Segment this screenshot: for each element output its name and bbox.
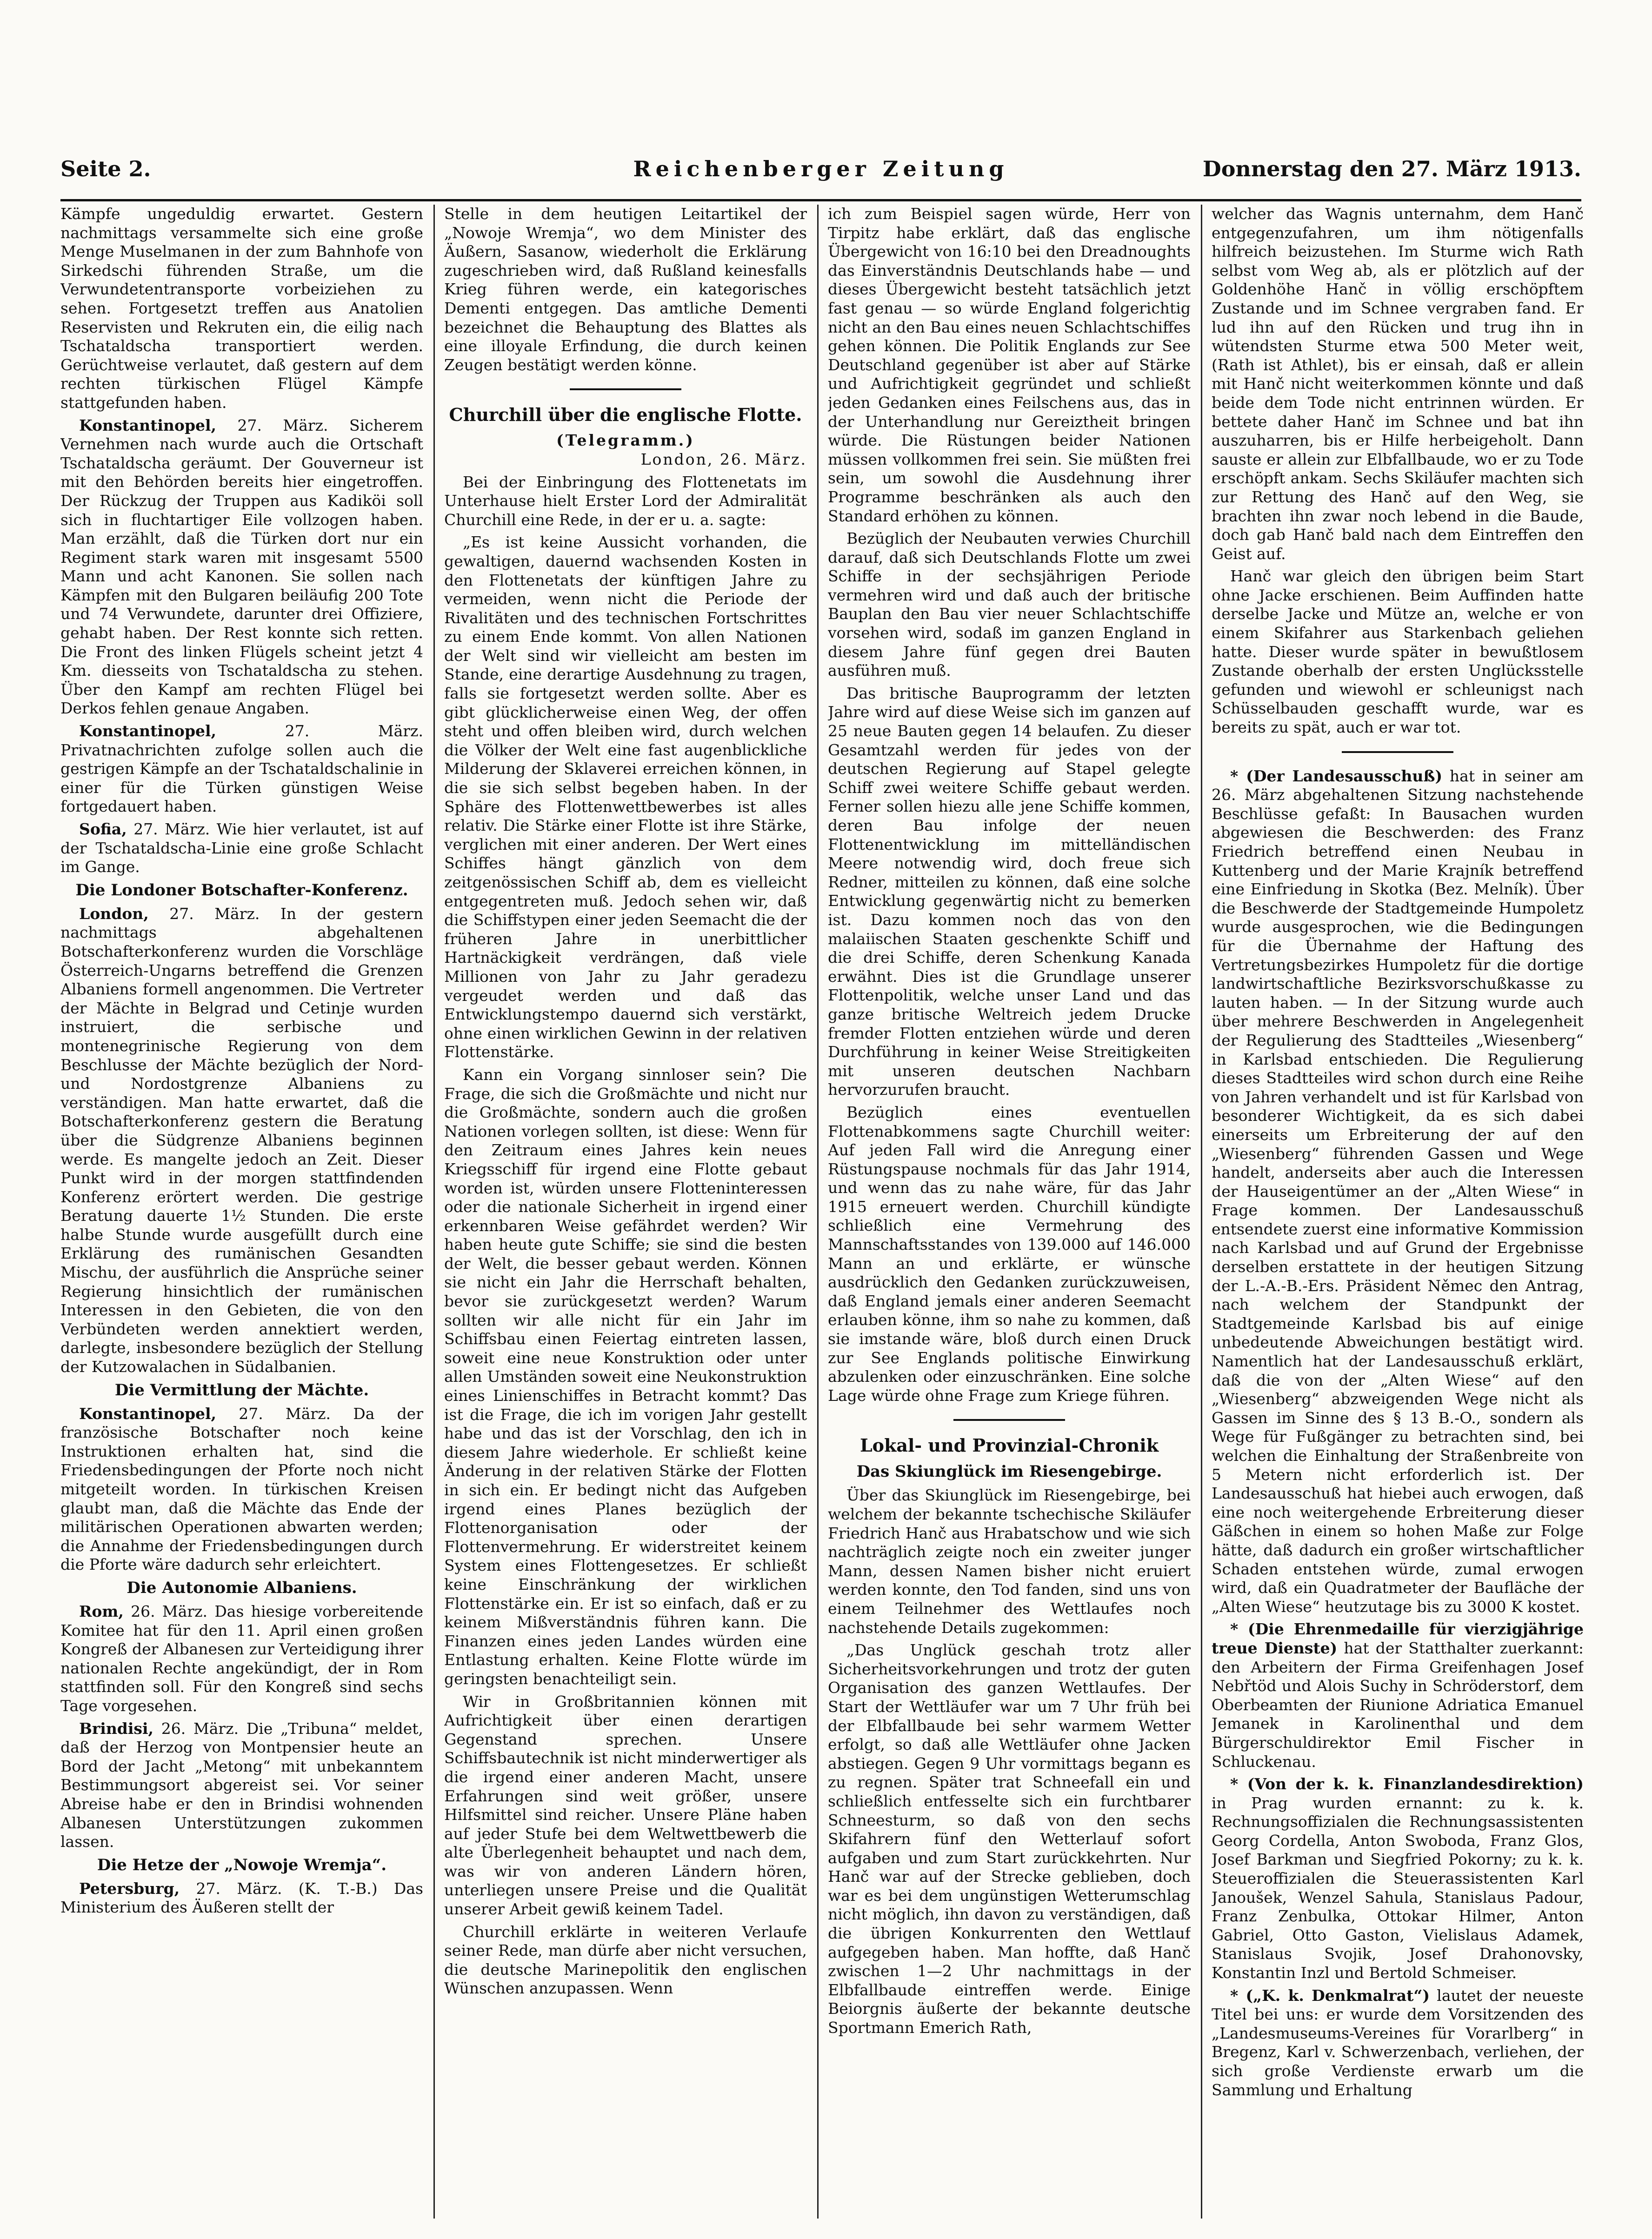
article-paragraph [60, 1405, 423, 1574]
article-paragraph [60, 1719, 423, 1852]
paragraph-text: 26. März. Das hiesige vorbereitende Komitee hat für den 11. April einen großen Kongreß der Albanesen zur Verteidigung ihrer nationalen Rechte angekündigt, der in Rom stattfinden soll. Für den Kongreß sind sechs Tage vorgesehen. [60, 1602, 423, 1715]
paragraph-text: Bei der Einbringung des Flottenetats im Unterhause hielt Erster Lord der Admiralität Churchill eine Rede, in der er u. a. sagte: [444, 473, 807, 529]
article-paragraph [60, 416, 423, 719]
paragraph-text: 27. März. In der gestern nachmittags abgehaltenen Botschafterkonferenz wurden die Vorschläge Österreich-Ungarns betreffend die Grenzen Albaniens formell angenommen. Die Vertreter der Mächte in Belgrad und Cetinje wurden instruiert, die serbische und montenegrinische Regierung von dem Beschlusse der Mächte bezüglich der Nord- und Nordostgrenze Albaniens zu verständigen. Man hatte erwartet, daß die Botschafterkonferenz gestern die Beratung über die Südgrenze Albaniens beginnen werde. Es mangelte jedoch an Zeit. Dieser Punkt wird in der morgen stattfindenden Konferenz erörtert werden. Die gestrige Beratung dauerte 1½ Stunden. Die erste halbe Stunde wurde ausgefüllt durch eine Erklärung des rumänischen Gesandten Mischu, der ausführlich die Ansprüche seiner Regierung hinsichtlich der rumänischen Interessen in den Gebieten, die von den Verbündeten werden annektiert werden, darlegte, insbesondere bezüglich der Stellung der Kutzowalachen in Südalbanien. [60, 904, 423, 1376]
paragraph-text: Über das Skiunglück im Riesengebirge, bei welchem der bekannte tschechische Skiläufer Friedrich Hanč aus Hrabatschow und wie sich nachträglich zeigte noch ein zweiter junger Mann, dessen Namen bisher nicht eruiert werden konnte, den Tod fanden, sind uns von einem Teilnehmer des Wettlaufes noch nachstehende Details zugekommen: [828, 1486, 1191, 1637]
article-paragraph [444, 205, 807, 374]
article-paragraph [444, 1693, 807, 1919]
paragraph-lead: Petersburg, [79, 1879, 180, 1898]
paragraph-text: welcher das Wagnis unternahm, dem Hanč entgegenzufahren, um ihm nötigenfalls hilfreich beizustehen. Im Sturme wich Rath selbst vom Weg ab, als er plötzlich auf der Goldenhöhe Hanč in völlig erschöpftem Zustande und im Schnee vergraben fand. Er lud ihn auf den Rücken und trug ihn in wütendsten Sturme etwa 500 Meter weit, (Rath ist Athlet), bis er einsah, daß er allein mit Hanč nicht weiterkommen könnte und daß beide dem Tode nicht entrinnen würden. Er bettete daher Hanč im Schnee und bat ihn auszuharren, bis er Hilfe herbeigeholt. Dann sauste er allein zur Elbfallbaude, wo er zu Tode erschöpft ankam. Sechs Skiläufer machten sich zur Rettung des Hanč auf den Weg, sie brachten ihn zwar noch lebend in die Baude, doch gab Hanč bald nach dem Eintreffen den Geist auf. [1212, 205, 1584, 563]
article-paragraph [60, 905, 423, 1377]
paragraph-lead: * (Von der k. k. Finanzlandesdirektion) [1230, 1775, 1584, 1793]
paragraph-text: Kämpfe ungeduldig erwartet. Gestern nachmittags versammelte sich eine große Menge Muselmanen in der zum Bahnhofe von Sirkedschi führenden Straße, um die Verwundetentransporte vorbeiziehen zu sehen. Fortgesetzt treffen aus Anatolien Reservisten und Rekruten ein, die eilig nach Tschataldscha transportiert werden. Gerüchtweise verlautet, daß gestern auf dem rechten türkischen Flügel Kämpfe stattgefunden haben. [60, 205, 423, 412]
article-paragraph [828, 1103, 1191, 1406]
article-paragraph [1212, 1620, 1584, 1771]
section-heading: Lokal- und Provinzial-Chronik [859, 1435, 1159, 1456]
article-paragraph [828, 1641, 1191, 2037]
article-paragraph [444, 1923, 807, 1998]
article-paragraph [444, 533, 807, 1062]
paragraph-text: ich zum Beispiel sagen würde, Herr von Tirpitz habe erklärt, daß das englische Übergewicht von 16:10 bei den Dreadnoughts das Einverständnis Deutschlands habe — und dieses Übergewicht besteht tatsächlich jetzt fast genau — so würde England folgerichtig nicht an den Bau eines neuen Schlachtschiffes gehen können. Die Politik Englands zur See Deutschland gegenüber ist aber auf Stärke und Aufrichtigkeit gegründet und schließt jeden Gedanken eines Feilschens aus, das in der Unterhandlung nur Gereiztheit bringen würde. Die Rüstungen beider Nationen müssen vollkommen frei sein. Sie müßten frei sein, um sowohl die Ausdehnung ihrer Programme beschränken als auch den Standard erhöhen zu können. [828, 205, 1191, 525]
paragraph-lead: London, [79, 904, 149, 923]
article-paragraph [444, 1066, 807, 1689]
paragraph-text: 26. März. Die „Tribuna“ meldet, daß der Herzog von Montpensier heute an Bord der Jacht „Metong“ mit unbekanntem Bestimmungsort abgereist sei. Vor seiner Abreise habe er den in Brindisi wohnenden Albanesen Unterstützungen zukommen lassen. [60, 1719, 423, 1851]
paragraph-text: „Das Unglück geschah trotz aller Sicherheitsvorkehrungen und trotz der guten Organisation des ganzen Wettlaufes. Der Start der Wettläufer war um 7 Uhr früh bei der Elbfallbaude bei sehr warmem Wetter erfolgt, so daß alle Wettläufer ohne Jacken abstiegen. Gegen 9 Uhr vormittags begann es zu regnen. Später trat Schneefall ein und schließlich entfesselte sich ein furchtbarer Schneesturm, so daß von den sechs Skifahrern fünf den Wetterlauf sofort aufgaben und zum Start zurückkehrten. Nur Hanč war auf der Strecke geblieben, doch war es bei dem ungünstigen Wetterumschlag nicht möglich, ihn davon zu verständigen, daß die übrigen Konkurrenten den Wettlauf aufgegeben haben. Man hoffte, daß Hanč zwischen 1—2 Uhr nachmittags in der Elbfallbaude eintreffen werde. Einige Beiorgnis äußerte der bekannte deutsche Sportmann Emerich Rath, [828, 1641, 1191, 2037]
article-paragraph [1212, 1986, 1584, 2100]
column-3 [828, 205, 1191, 2219]
column-divider [1201, 205, 1202, 2219]
article-paragraph [828, 1486, 1191, 1637]
article-heading: Die Autonomie Albaniens. [127, 1578, 357, 1597]
column-4 [1212, 205, 1584, 2219]
column-1 [60, 205, 423, 2219]
article-paragraph [1212, 767, 1584, 1617]
section-separator [1342, 751, 1453, 753]
article-paragraph [828, 529, 1191, 680]
article-subheading: (Telegramm.) [556, 431, 695, 450]
article-paragraph [1212, 205, 1584, 563]
section-separator [570, 388, 681, 390]
paragraph-lead: * (Der Landesausschuß) [1230, 766, 1443, 785]
paragraph-lead: * (Die Ehrenmedaille für vierzigjährige treue Dienste) [1212, 1620, 1584, 1657]
article-paragraph [60, 722, 423, 816]
paragraph-text: Hanč war gleich den übrigen beim Start ohne Jacke erschienen. Beim Auffinden hatte derselbe Jacke und Mütze an, welche er von einem Skifahrer aus Starkenbach geliehen hatte. Dieser wurde später in bewußtlosem Zustande oberhalb der ersten Unglücksstelle gefunden und wiewohl er schleunigst nach Schüsselbauden geschafft wurde, war es bereits zu spät, auch er war tot. [1212, 567, 1584, 737]
article-paragraph [828, 684, 1191, 1100]
paragraph-text: 27. März. Da der französische Botschafter noch keine Instruktionen erhalten hat, sind die Friedensbedingungen der Pforte noch nicht mitgeteilt worden. In türkischen Kreisen glaubt man, daß die Mächte das Ende der militärischen Operationen abwarten werden; die Annahme der Friedensbedingungen durch die Pforte wäre dadurch sehr erleichtert. [60, 1404, 423, 1574]
article-paragraph [60, 205, 423, 413]
paragraph-text: Churchill erklärte in weiteren Verlaufe seiner Rede, man dürfe aber nicht versuchen, die deutsche Marinepolitik den englischen Wünschen anzupassen. Wenn [444, 1922, 807, 1998]
paragraph-text: hat in seiner am 26. März abgehaltenen Sitzung nachstehende Beschlüsse gefaßt: In Bausachen wurden abgewiesen die Beschwerden: des Franz Friedrich betreffend einen Neubau in Kuttenberg und der Marie Krajník betreffend eine Einfriedung in Skotka (Bez. Melník). Über die Beschwerde der Stadtgemeinde Humpoletz wurde ausgesprochen, wie die Bedingungen für die Übernahme der Haftung des Vertretungsbezirkes Humpoletz für die dortige landwirtschaftliche Bezirksvorschußkasse zu lauten haben. — In der Sitzung wurde auch über mehrere Beschwerden in Angelegenheit der Regulierung des Stadtteiles „Wiesenberg“ in Karlsbad entschieden. Die Regulierung dieses Stadtteiles wird schon durch eine Reihe von Jahren verhandelt und ist für Karlsbad von besonderer Wichtigkeit, da es sich dabei einerseits um Erbreiterung der auf den „Wiesenberg“ führenden Gassen und Wege handelt, anderseits aber auch die Interessen der Hauseigentümer an der „Alten Wiese“ in Frage kommen. Der Landesausschuß entsendete zuerst eine informative Kommission nach Karlsbad und auf Grund der Ergebnisse derselben erstattete in der heutigen Sitzung der L.-A.-B.-Ers. Präsident Němec den Antrag, nach welchem der Standpunkt der Stadtgemeinde Karlsbad bis auf einige unbedeutende Abweichungen bestätigt wird. Namentlich hat der Landesausschuß erklärt, daß die von der „Alten Wiese“ auf den „Wiesenberg“ abzweigenden Wege nicht als Gassen im Sinne des § 13 B.-O., sondern als Wege für Fußgänger zu betrachten sind, bei welchen die Einhaltung der Straßenbreite von 5 Metern nicht erforderlich ist. Der Landesausschuß hat hiebei auch erwogen, daß eine noch weitergehende Erbreiterung dieser Gäßchen in einem so hohen Maße zur Folge hätte, daß dadurch ein großer wirtschaftlicher Schaden entstehen würde, zumal erwogen wird, daß ein Quadratmeter der Baufläche der „Alten Wiese“ heutzutage bis zu 3000 K kostet. [1212, 766, 1584, 1616]
paragraph-text: 27. März. (K. T.-B.) Das Ministerium des Äußeren stellt der [60, 1879, 423, 1917]
article-paragraph [60, 1879, 423, 1917]
article-dateline: London, 26. März. [640, 450, 807, 468]
paragraph-lead: Konstantinopel, [79, 416, 217, 434]
column-2 [444, 205, 807, 2219]
article-paragraph [1212, 567, 1584, 737]
column-divider [433, 205, 435, 2219]
column-divider [817, 205, 819, 2219]
paragraph-text: „Es ist keine Aussicht vorhanden, die gewaltigen, dauernd wachsenden Kosten in den Flottenetats der künftigen Jahre zu vermeiden, wenn nicht die Periode der Rivalitäten und des technischen Fortschrittes zu einem Ende kommt. Von allen Nationen der Welt sind wir vielleicht am besten im Stande, eine derartige Ausdehnung zu tragen, falls sie fortgesetzt werden sollte. Aber es gibt glücklicherweise einen Weg, der offen steht und offen bleiben wird, durch welchen die Völker der Welt eine fast augenblickliche Milderung der Sklaverei erreichen können, in die sie sich selbst begeben haben. In der Sphäre des Flottenwettbewerbes ist alles relativ. Die Stärke einer Flotte ist ihre Stärke, verglichen mit einer anderen. Der Wert eines Schiffes hängt gänzlich von dem zeitgenössischen Schiff ab, dem es vielleicht entgegentreten muß. Jedoch sehen wir, daß die Schiffstypen einer jeden Seemacht die der früheren Jahre in unerbittlicher Hartnäckigkeit verdrängen, daß viele Millionen von Jahr zu Jahr geradezu vergeudet werden und daß das Entwicklungstempo dauernd sich verstärkt, ohne einen wirklichen Gewinn in der relativen Flottenstärke. [444, 533, 807, 1061]
paragraph-text: 27. März. Wie hier verlautet, ist auf der Tschataldscha-Linie eine große Schlacht im Gange. [60, 820, 423, 876]
article-heading: Das Skiunglück im Riesengebirge. [856, 1462, 1162, 1481]
paragraph-text: lautet der neueste Titel bei uns: er wurde dem Vorsitzenden des „Landesmuseums-Vereines für Vorarlberg“ in Bregenz, Karl v. Schwerzenbach, verliehen, der sich große Verdienste erwarb um die Sammlung und Erhaltung [1212, 1986, 1584, 2099]
paragraph-lead: Brindisi, [79, 1719, 154, 1738]
newspaper-title: Reichenberger Zeitung [633, 156, 1009, 181]
paragraph-lead: Rom, [79, 1602, 124, 1620]
section-heading: Churchill über die englische Flotte. [449, 404, 802, 426]
paragraph-lead: Sofia, [79, 820, 127, 838]
article-heading: Die Londoner Botschafter-Konferenz. [75, 880, 408, 900]
page-header [60, 148, 1581, 201]
article-heading: Die Vermittlung der Mächte. [114, 1380, 369, 1399]
article-paragraph [444, 473, 807, 530]
article-paragraph [60, 820, 423, 877]
paragraph-text: 27. März. Privatnachrichten zufolge sollen auch die gestrigen Kämpfe an der Tschataldschalinie in einer für die Türken günstigen Weise fortgedauert haben. [60, 722, 423, 816]
paragraph-text: Das britische Bauprogramm der letzten Jahre wird auf diese Weise sich im ganzen auf 25 neue Bauten gegen 14 belaufen. Zu dieser Gesamtzahl werden für jedes von der deutschen Regierung auf Stapel gelegte Schiff zwei weitere Schiffe gebaut werden. Ferner sollen hiezu alle jene Schiffe kommen, deren Bau infolge der neuen Flottenentwicklung im mittelländischen Meere notwendig wird, doch freue sich Redner, mitteilen zu können, daß eine solche Entwicklung gegenwärtig nicht zu bemerken ist. Dazu kommen noch das von den malaiischen Staaten geschenkte Schiff und die drei Schiffe, deren Schenkung Kanada erwähnt. Dies ist die Grundlage unserer Flottenpolitik, welche unser Land und das ganze britische Weltreich jedem Drucke fremder Flotten entziehen würde und deren Durchführung in keiner Weise Streitigkeiten mit unseren deutschen Nachbarn hervorzurufen braucht. [828, 684, 1191, 1099]
paragraph-lead: * („K. k. Denkmalrat“) [1230, 1986, 1430, 2005]
article-paragraph [828, 205, 1191, 526]
paragraph-text: Bezüglich der Neubauten verwies Churchill darauf, daß sich Deutschlands Flotte um zwei Schiffe in der sechsjährigen Periode vermehren wird und daß auch der britische Bauplan den Bau vier neuer Schlachtschiffe vorsehen wird, sodaß im ganzen England in diesem Jahre fünf gegen drei Bauten ausführen muß. [828, 529, 1191, 680]
section-separator [953, 1419, 1065, 1421]
paragraph-lead: Konstantinopel, [79, 1404, 217, 1423]
article-paragraph [1212, 1775, 1584, 1983]
paragraph-text: in Prag wurden ernannt: zu k. k. Rechnungsoffizialen die Rechnungsassistenten Georg Cordella, Anton Swoboda, Franz Glos, Josef Barkman und Siegfried Pokorny; zu k. k. Steueroffizialen die Steuerassistenten Karl Janoušek, Wenzel Sahula, Stanislaus Padour, Franz Zenbulka, Ottokar Hilmer, Anton Gabriel, Otto Gaston, Vielislaus Adamek, Stanislaus Svojik, Josef Drahonovsky, Konstantin Inzl und Bertold Schmeiser. [1212, 1793, 1584, 1982]
page-number: Seite 2. [60, 156, 151, 181]
article-paragraph [60, 1602, 423, 1716]
paragraph-text: Wir in Großbritannien können mit Aufrichtigkeit über einen derartigen Gegenstand sprechen. Unsere Schiffsbautechnik ist nicht minderwertiger als die irgend einer anderen Macht, unsere Erfahrungen sind weit größer, unsere Hilfsmittel sind reicher. Unsere Pläne haben auf jeder Stufe bei dem Weltwettbewerb die alte Überlegenheit behauptet und nach dem, was wir von anderen Ländern hören, unterliegen unsere Preise und die Qualität unserer Arbeit gewiß keinem Tadel. [444, 1692, 807, 1919]
paragraph-text: Stelle in dem heutigen Leitartikel der „Nowoje Wremja“, wo dem Minister des Äußern, Sasanow, wiederholt die Erklärung zugeschrieben wird, daß Rußland keinesfalls Krieg führen werde, ein kategorisches Dementi entgegen. Das amtliche Dementi bezeichnet die Behauptung des Blattes als eine illoyale Erfindung, die durch keinen Zeugen bestätigt werden könne. [444, 205, 807, 374]
paragraph-text: Bezüglich eines eventuellen Flottenabkommens sagte Churchill weiter: Auf jeden Fall wird die Anregung einer Rüstungspause nochmals für das Jahr 1914, und wenn das zu nahe wäre, für das Jahr 1915 erneuert werden. Churchill kündigte schließlich eine Vermehrung des Mannschaftsstandes von 139.000 auf 146.000 Mann an und erklärte, er wünsche ausdrücklich den Gedanken zurückzuweisen, daß England jemals einer anderen Seemacht erlauben könne, ihm so nahe zu kommen, daß sie imstande wäre, bloß durch einen Druck zur See Englands politische Einwirkung abzulenken oder einzuschränken. Eine solche Lage würde ohne Frage zum Kriege führen. [828, 1103, 1191, 1405]
paragraph-lead: Konstantinopel, [79, 722, 217, 740]
issue-date: Donnerstag den 27. März 1913. [1202, 156, 1581, 181]
paragraph-text: hat der Statthalter zuerkannt: den Arbeitern der Firma Greifenhagen Josef Nebřtöd und Alois Suchy in Schröderstorf, dem Oberbeamten der Riunione Adriatica Emanuel Jemanek in Karolinenthal und dem Bürgerschuldirektor Emil Fischer in Schluckenau. [1212, 1639, 1584, 1771]
paragraph-text: Kann ein Vorgang sinnloser sein? Die Frage, die sich die Großmächte und nicht nur die Großmächte, sondern auch die großen Nationen vorlegen sollten, ist diese: Wenn für den Zeitraum eines Jahres kein neues Kriegsschiff für irgend eine Flotte gebaut worden ist, würden unsere Flotteninteressen oder die nationale Sicherheit in irgend einer erkennbaren Weise gefährdet werden? Wir haben heute gute Schiffe; sie sind die besten der Welt, die besser gebaut werden. Können sie nicht ein Jahr die Herrschaft behalten, bevor sie zurückgesetzt werden? Warum sollten wir alle nicht für ein Jahr im Schiffsbau einen Feiertag eintreten lassen, soweit eine neue Konstruktion oder unter allen Umständen soweit eine Neukonstruktion eines Linienschiffes in Betracht kommt? Das ist die Frage, die ich im vorigen Jahr gestellt habe und das ist der Vorschlag, den ich in diesem Jahre wiederhole. Er schließt keine Änderung in der relativen Stärke der Flotten in sich ein. Er bedingt nicht das Aufgeben irgend eines Planes bezüglich der Flottenorganisation oder der Flottenvermehrung. Er widerstreitet keinem System eines Flottengesetzes. Er schließt keine Einschränkung der wirklichen Flottenstärke ein. Er ist so einfach, daß er zu keinem Mißverständnis führen kann. Die Finanzen eines jeden Landes würden eine Entlastung erhalten. Keine Flotte würde im geringsten benachteiligt sein. [444, 1065, 807, 1688]
paragraph-text: 27. März. Sicherem Vernehmen nach wurde auch die Ortschaft Tschataldscha geräumt. Der Gouverneur ist mit den Behörden bereits hier eingetroffen. Der Rückzug der Truppen aus Kadiköi soll sich in fluchtartiger Eile vollzogen haben. Man erzählt, daß die Türken dort nur ein Regiment stark waren mit insgesamt 5500 Mann und acht Kanonen. Sie sollen nach Kämpfen mit den Bulgaren beiläufig 200 Tote und 74 Verwundete, darunter drei Offiziere, gehabt haben. Der Rest konnte sich retten. Die Front des linken Flügels scheint jetzt 4 Km. diesseits von Tschataldscha zu stehen. Über den Kampf am rechten Flügel bei Derkos fehlen genaue Angaben. [60, 416, 423, 718]
article-heading: Die Hetze der „Nowoje Wremja“. [97, 1855, 387, 1874]
